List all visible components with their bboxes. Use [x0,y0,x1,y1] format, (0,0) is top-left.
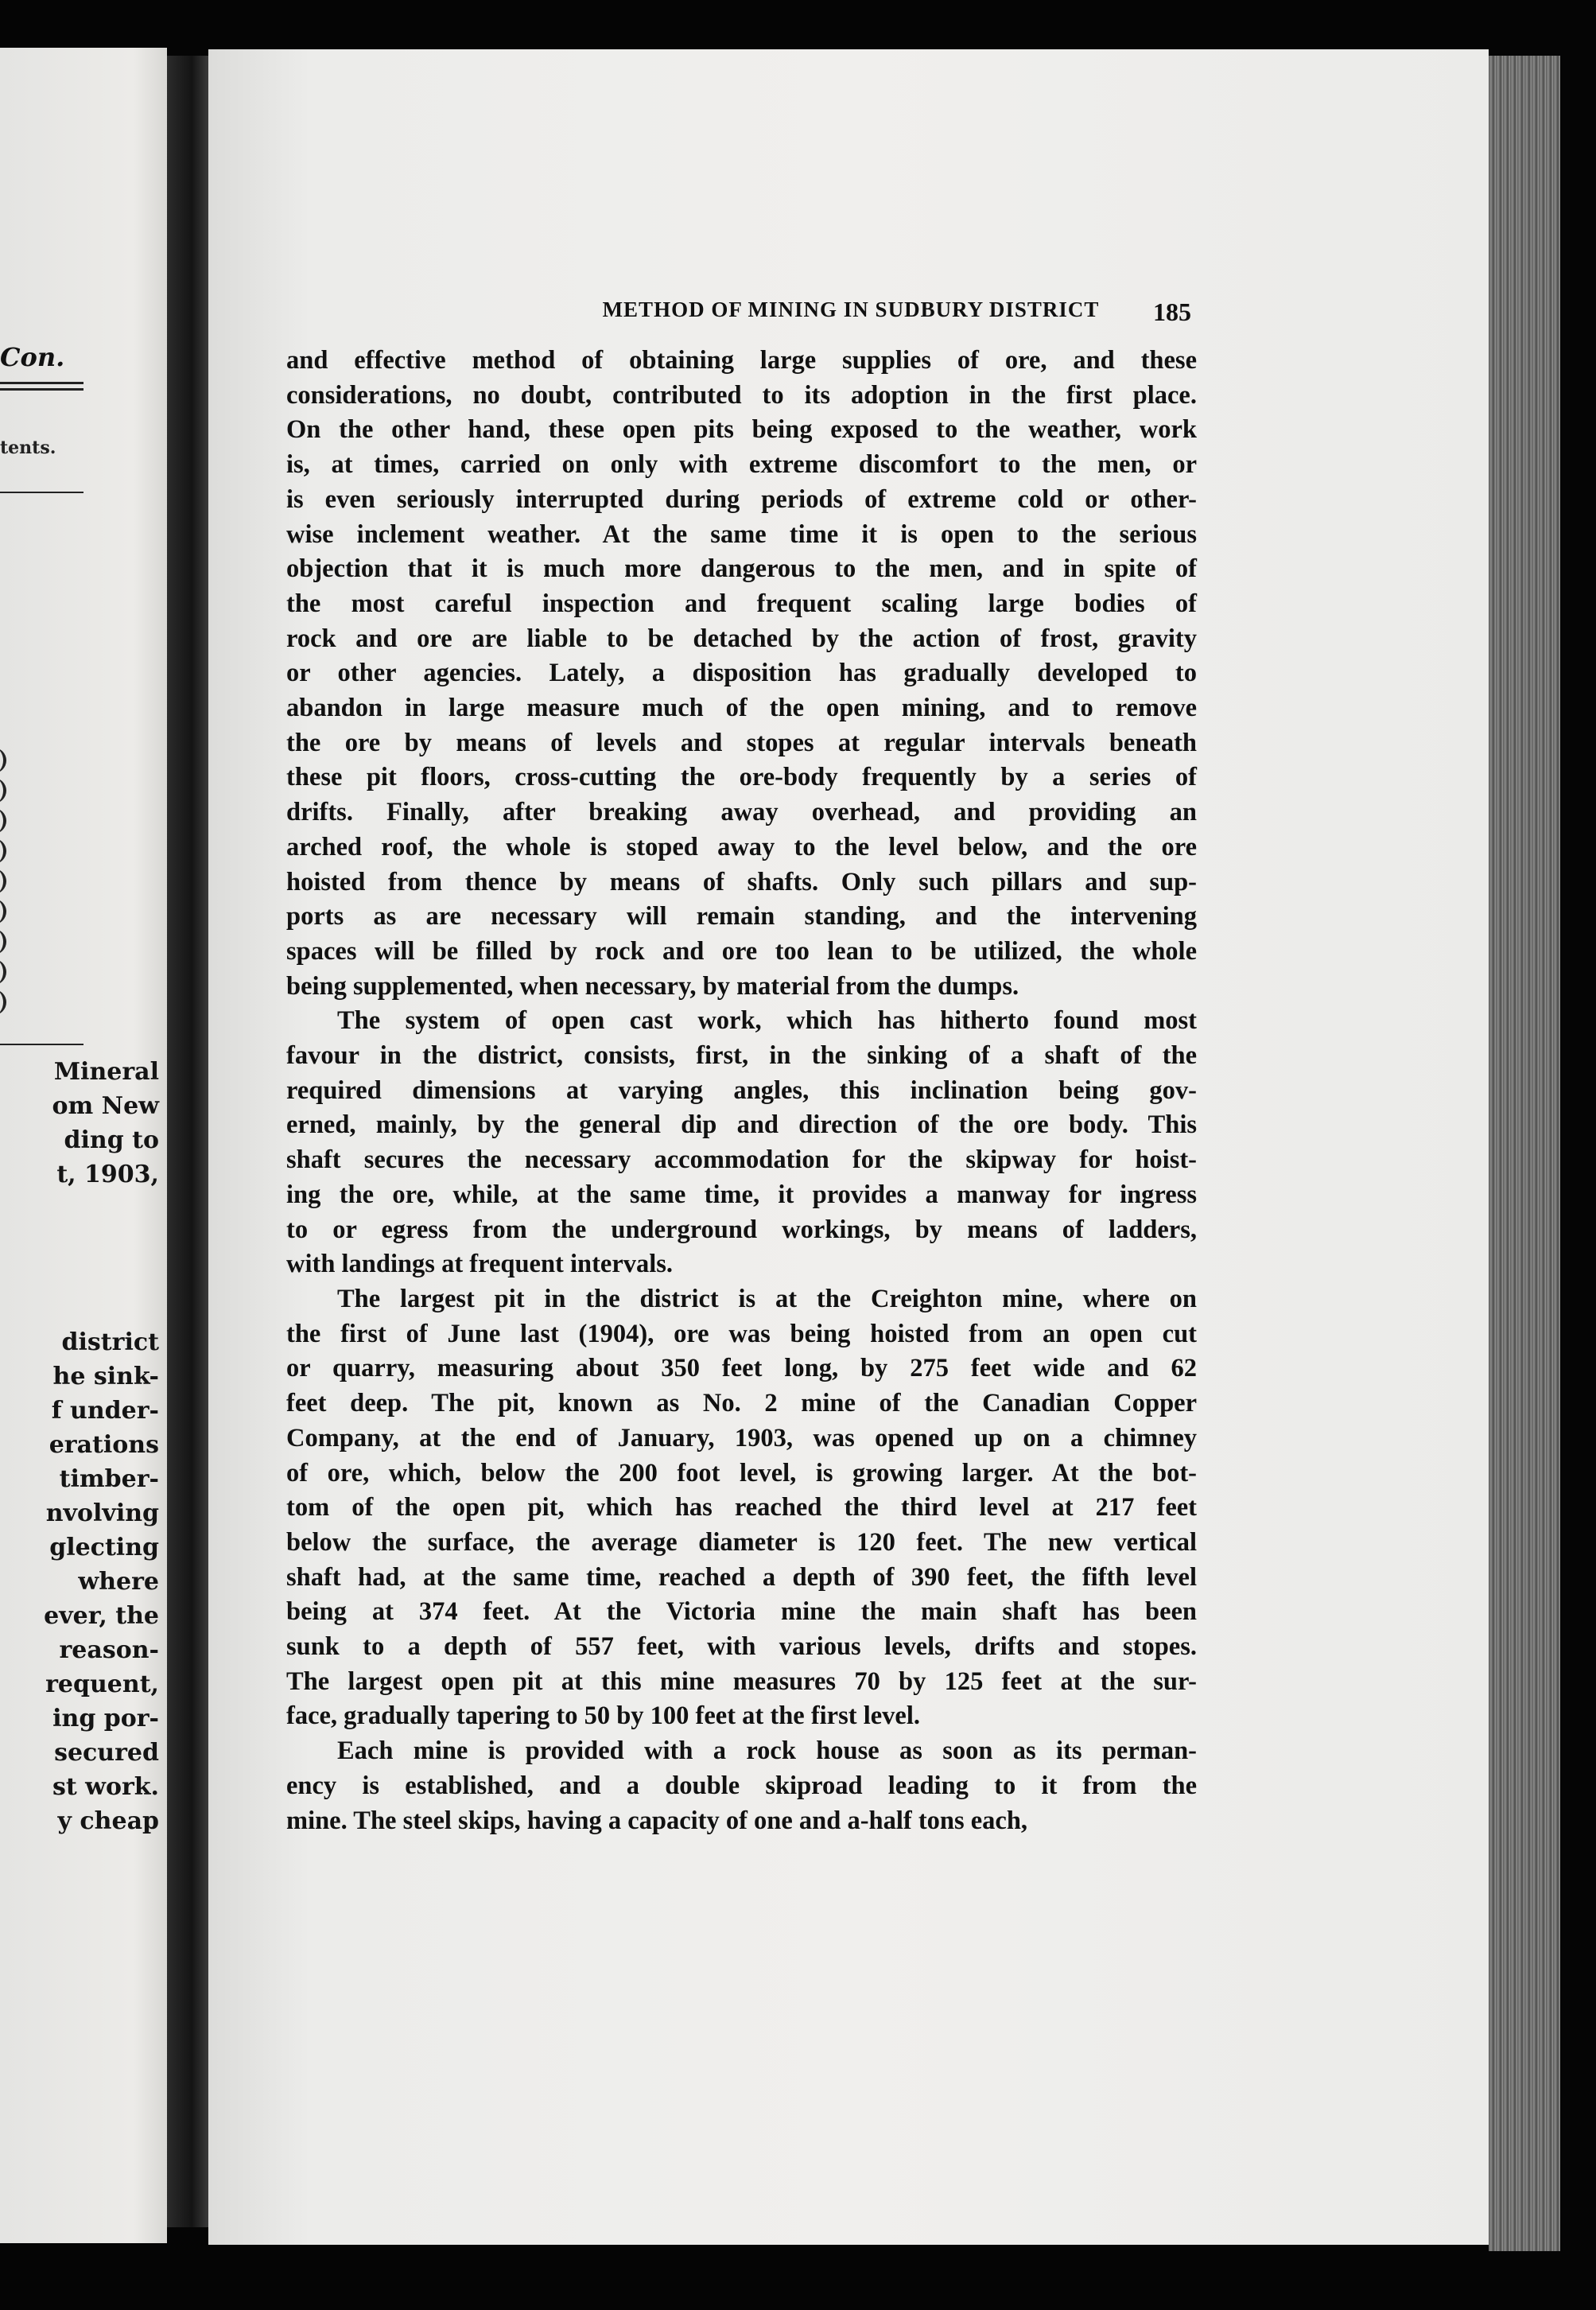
body-text [286,344,1197,1838]
left-page-text-fragment: t, 1903, [56,1161,159,1188]
left-facing-page [0,48,167,2243]
left-page-small-label: tents. [0,438,56,458]
text-line: the most careful inspection and frequent scaling large bodies of [286,589,1197,618]
left-page-bracket [0,990,6,1015]
text-line: of ore, which, below the 200 foot level, is growing larger. At the bot- [286,1458,1197,1488]
text-line: the ore by means of levels and stopes at regular intervals beneath [286,728,1197,757]
page-number: 185 [1153,298,1191,326]
paragraph [286,344,1197,1004]
text-line: the first of June last (1904), ore was being hoisted from an open cut [286,1319,1197,1348]
left-page-text-fragment: y cheap [57,1807,159,1835]
text-line: below the surface, the average diameter is 120 feet. The new vertical [286,1527,1197,1557]
text-line: The largest open pit at this mine measures 70 by 125 feet at the sur- [286,1666,1197,1696]
left-page-text-fragment: timber- [59,1465,159,1493]
left-page-rule [0,492,83,493]
running-head: METHOD OF MINING IN SUDBURY DISTRICT [602,298,1100,321]
text-line: is, at times, carried on only with extreme discomfort to the men, or [286,450,1197,480]
paragraph [286,1734,1197,1838]
text-line: being supplemented, when necessary, by material from the dumps. [286,971,1019,1001]
left-page-text-fragment: reason- [59,1636,159,1664]
text-line: or quarry, measuring about 350 feet long, by 275 feet wide and 62 [286,1354,1197,1383]
text-line: and effective method of obtaining large supplies of ore, and these [286,346,1197,375]
left-page-text-fragment: st work. [52,1773,159,1801]
text-line: shaft secures the necessary accommodation for the skipway for hoist- [286,1145,1197,1175]
paragraph [286,1282,1197,1734]
text-line: shaft had, at the same time, reached a depth of 390 feet, the fifth level [286,1562,1197,1592]
text-line: face, gradually tapering to 50 by 100 feet at the first level. [286,1701,920,1731]
text-line: ports as are necessary will remain standing, and the intervening [286,902,1197,931]
text-line: On the other hand, these open pits being exposed to the weather, work [286,415,1197,445]
text-line: The system of open cast work, which has hitherto found most [337,1006,1197,1036]
text-line: is even seriously interrupted during periods of extreme cold or other- [286,484,1197,514]
left-page-bracket [0,838,6,864]
text-line: objection that it is much more dangerous to the men, and in spite of [286,554,1197,584]
left-page-text-fragment: f under- [51,1397,159,1425]
left-page-text-fragment: ing por- [52,1705,159,1732]
text-line: ency is established, and a double skiproad leading to it from the [286,1771,1197,1800]
left-page-text-fragment: erations [49,1431,159,1459]
left-page-rule [0,382,83,384]
left-page-bracket [0,929,6,955]
left-page-text-fragment: glecting [49,1534,159,1561]
left-page-bracket [0,808,6,834]
text-line: abandon in large measure much of the open mining, and to remove [286,694,1197,723]
left-page-bracket [0,748,6,773]
text-line: to or egress from the underground workings, by means of ladders, [286,1215,1197,1244]
text-line: these pit floors, cross-cutting the ore-body frequently by a series of [286,763,1197,792]
left-page-text-fragment: om New [52,1092,159,1120]
left-page-text-fragment: secured [54,1739,159,1767]
left-page-text-fragment: where [78,1568,159,1596]
left-page-text-fragment: requent, [45,1670,159,1698]
text-line: Company, at the end of January, 1903, was opened up on a chimney [286,1423,1197,1452]
text-line: being at 374 feet. At the Victoria mine the main shaft has been [286,1597,1197,1627]
paragraph [286,1004,1197,1282]
text-line: The largest pit in the district is at the Creighton mine, where on [337,1284,1197,1313]
text-line: arched roof, the whole is stoped away to the level below, and the ore [286,832,1197,861]
text-line: required dimensions at varying angles, this inclination being gov- [286,1075,1197,1105]
left-page-bracket [0,778,6,803]
left-page-bracket [0,899,6,924]
text-line: sunk to a depth of 557 feet, with various levels, drifts and stopes. [286,1632,1197,1662]
text-line: ing the ore, while, at the same time, it provides a manway for ingress [286,1180,1197,1209]
left-page-heading: Con. [0,342,65,372]
text-line: or other agencies. Lately, a disposition has gradually developed to [286,659,1197,688]
left-page-bracket [0,959,6,985]
text-line: with landings at frequent intervals. [286,1250,674,1279]
left-page-rule [0,1044,83,1045]
text-line: drifts. Finally, after breaking away overhead, and providing an [286,798,1197,827]
text-line: mine. The steel skips, having a capacity of one and a-half tons each, [286,1806,1028,1835]
left-page-text-fragment: ding to [64,1126,159,1154]
left-page-text-fragment: nvolving [45,1499,159,1527]
text-line: feet deep. The pit, known as No. 2 mine of the Canadian Copper [286,1389,1197,1418]
text-line: favour in the district, consists, first, in the sinking of a shaft of the [286,1041,1197,1071]
text-line: spaces will be filled by rock and ore too lean to be utilized, the whole [286,936,1197,966]
left-page-text-fragment: Mineral [53,1058,159,1086]
left-page-text-fragment: he sink- [52,1363,159,1390]
page-edges [1489,56,1560,2251]
text-line: considerations, no doubt, contributed to its adoption in the first place. [286,380,1197,410]
left-page-rule [0,388,83,391]
text-line: Each mine is provided with a rock house as soon as its perman- [337,1736,1197,1766]
left-page-text-fragment: district [61,1328,159,1356]
text-line: hoisted from thence by means of shafts. Only such pillars and sup- [286,867,1197,896]
book-gutter [167,56,208,2227]
left-page-bracket [0,869,6,894]
text-line: erned, mainly, by the general dip and direction of the ore body. This [286,1110,1197,1140]
text-line: wise inclement weather. At the same time it is open to the serious [286,519,1197,549]
text-line: tom of the open pit, which has reached the third level at 217 feet [286,1493,1197,1522]
text-line: rock and ore are liable to be detached by the action of frost, gravity [286,624,1197,653]
book-page [208,49,1489,2245]
left-page-text-fragment: ever, the [44,1602,159,1630]
